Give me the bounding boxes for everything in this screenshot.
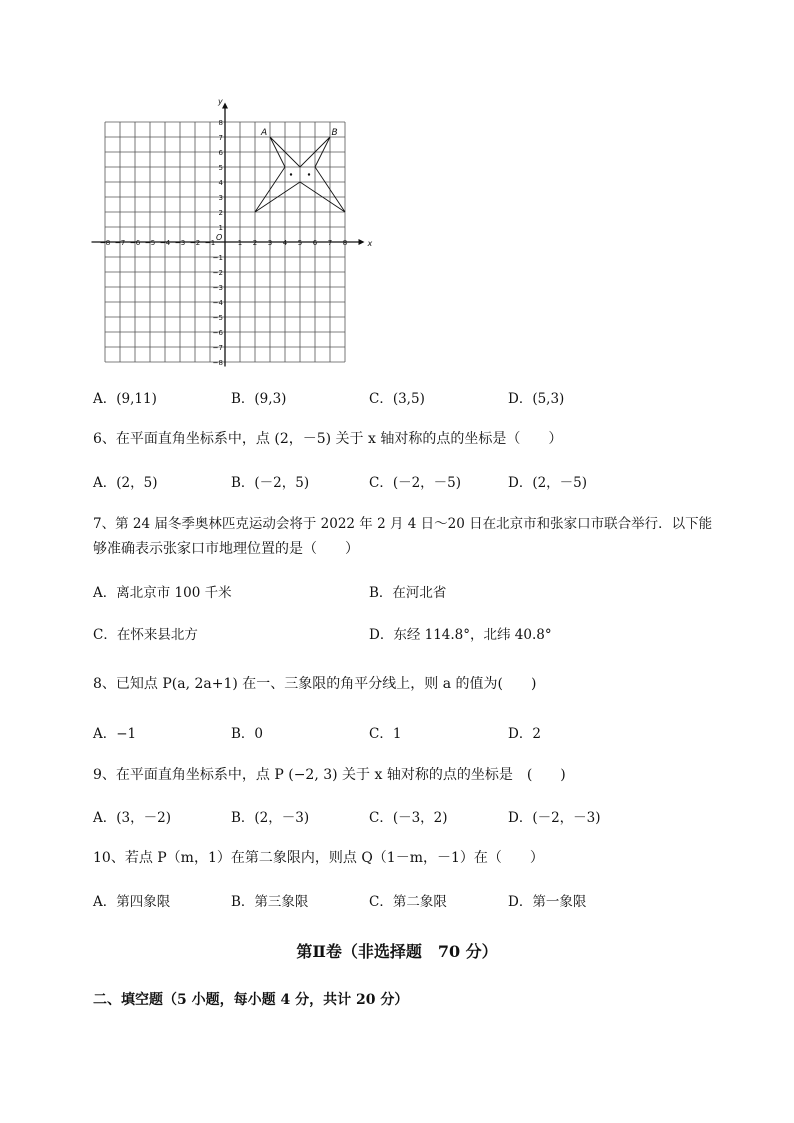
q8-option-a[interactable]: A．−1: [93, 726, 137, 742]
x-tick-label: 8: [342, 239, 348, 247]
x-tick-label: −5: [144, 239, 156, 247]
x-axis-arrow: [359, 239, 365, 245]
x-tick-label: 4: [282, 239, 288, 247]
q8-stem: 8、已知点 P(a, 2a+1) 在一、三象限的角平分线上，则 a 的值为( ): [93, 676, 537, 692]
y-tick-label: 2: [218, 209, 223, 217]
figure-dot: [308, 173, 310, 175]
q10-option-c[interactable]: C．第二象限: [369, 894, 447, 910]
y-tick-label: −4: [212, 299, 223, 307]
q6-option-c[interactable]: C．(－2，－5): [369, 475, 462, 491]
q7-stem-line1: 7、第 24 届冬季奥林匹克运动会将于 2022 年 2 月 4 日～20 日在北京市和张家口市联合举行．以下能: [93, 516, 713, 532]
y-axis-label: y: [218, 97, 223, 106]
q6-stem: 6、在平面直角坐标系中，点 (2，－5) 关于 x 轴对称的点的坐标是（ ）: [93, 431, 563, 447]
q9-option-c[interactable]: C．(－3，2): [369, 810, 448, 826]
q7-option-b[interactable]: B．在河北省: [369, 585, 447, 601]
q10-option-a[interactable]: A．第四象限: [93, 894, 171, 910]
x-axis-label: x: [367, 239, 373, 248]
q8-option-b[interactable]: B．0: [231, 726, 264, 742]
y-tick-label: 6: [218, 149, 223, 157]
q5-option-b[interactable]: B．(9,3): [231, 391, 287, 407]
q9-option-a[interactable]: A．(3，－2): [93, 810, 171, 826]
q8-option-c[interactable]: C．1: [369, 726, 402, 742]
figure-dot: [290, 173, 292, 175]
x-tick-label: 7: [327, 239, 333, 247]
q7-stem-line2: 够准确表示张家口市地理位置的是（ ）: [93, 541, 359, 557]
x-tick-label: 2: [252, 239, 258, 247]
y-tick-label: 5: [218, 164, 223, 172]
point-b-label: B: [331, 128, 338, 138]
x-tick-label: −6: [129, 239, 141, 247]
x-tick-label: 3: [267, 239, 273, 247]
q7-option-d[interactable]: D．东经 114.8°，北纬 40.8°: [369, 627, 552, 643]
coordinate-grid-figure: [90, 92, 380, 372]
y-tick-label: −3: [212, 284, 223, 292]
q5-option-c[interactable]: C．(3,5): [369, 391, 425, 407]
x-tick-label: −4: [159, 239, 171, 247]
q9-option-b[interactable]: B．(2，－3): [231, 810, 310, 826]
q10-option-d[interactable]: D．第一象限: [508, 894, 587, 910]
y-tick-label: 3: [218, 194, 223, 202]
y-tick-label: 1: [218, 224, 223, 232]
q7-option-c[interactable]: C．在怀来县北方: [93, 627, 198, 643]
q10-option-b[interactable]: B．第三象限: [231, 894, 309, 910]
x-tick-label: −8: [99, 239, 111, 247]
q7-option-a[interactable]: A．离北京市 100 千米: [93, 585, 232, 601]
q5-option-d[interactable]: D．(5,3): [508, 391, 565, 407]
x-tick-label: 6: [312, 239, 318, 247]
section-title: 第Ⅱ卷（非选择题 70 分）: [296, 942, 498, 961]
point-a-label: A: [261, 128, 268, 138]
x-tick-label: −3: [174, 239, 186, 247]
x-tick-label: −2: [189, 239, 201, 247]
y-tick-label: −1: [212, 254, 223, 262]
q6-option-d[interactable]: D．(2，－5): [508, 475, 588, 491]
q9-option-d[interactable]: D．(－2，－3): [508, 810, 601, 826]
y-tick-label: −8: [212, 359, 223, 367]
y-tick-label: −7: [212, 344, 223, 352]
y-tick-label: −5: [212, 314, 223, 322]
q5-option-a[interactable]: A．(9,11): [93, 391, 157, 407]
x-tick-label: −1: [204, 239, 216, 247]
y-tick-label: 4: [218, 179, 223, 187]
q9-stem: 9、在平面直角坐标系中，点 P (−2, 3) 关于 x 轴对称的点的坐标是 ( ): [93, 767, 566, 783]
y-tick-label: 7: [218, 134, 223, 142]
x-tick-label: −7: [114, 239, 126, 247]
q8-option-d[interactable]: D．2: [508, 726, 541, 742]
y-tick-label: −2: [212, 269, 223, 277]
q10-stem: 10、若点 P（m，1）在第二象限内，则点 Q（1－m，－1）在（ ）: [93, 850, 544, 866]
y-tick-label: −6: [212, 329, 223, 337]
y-axis-arrow: [222, 103, 228, 109]
y-tick-label: 8: [218, 119, 223, 127]
x-tick-label: 5: [297, 239, 303, 247]
q6-option-a[interactable]: A．(2，5): [93, 475, 158, 491]
fill-in-section-title: 二、填空题（5 小题，每小题 4 分，共计 20 分）: [93, 992, 409, 1008]
origin-label: O: [216, 233, 223, 242]
q6-option-b[interactable]: B．(－2，5): [231, 475, 310, 491]
x-tick-label: 1: [237, 239, 243, 247]
